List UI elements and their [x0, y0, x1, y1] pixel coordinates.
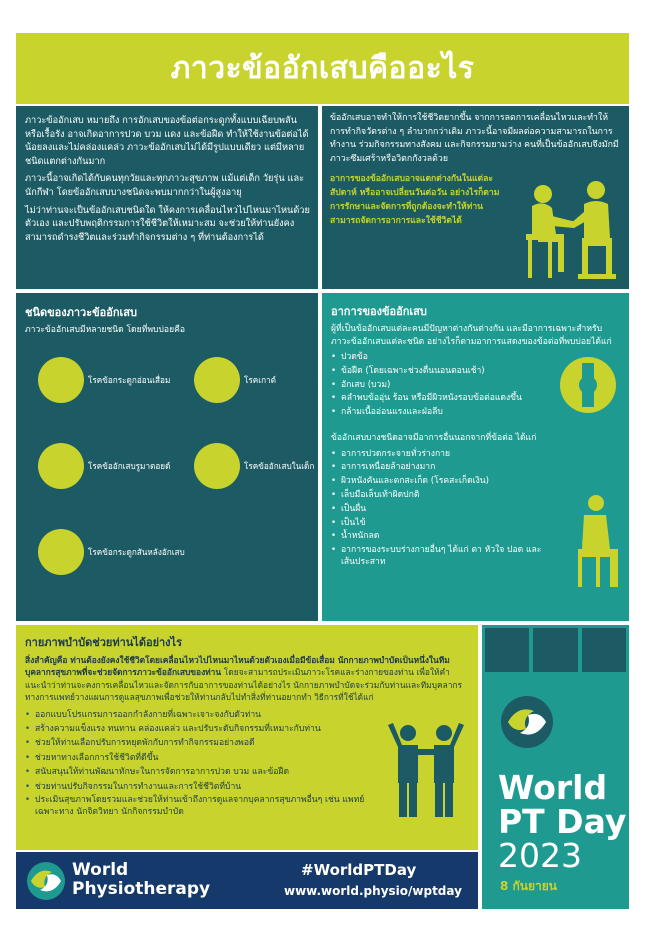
website-link[interactable]: www.world.physio/wptday: [284, 884, 462, 898]
footer-bar: [16, 852, 478, 909]
other-symptoms-intro: ข้ออักเสบบางชนิดอาจมีอาการอื่นนอกจากที่ข้อต่อ ได้แก่: [331, 432, 537, 443]
list-item: • เล็บมือเล็บเท้าผิดปกติ: [331, 489, 551, 503]
intro-paragraph-2: ภาวะนี้อาจเกิดได้กับคนทุกวัยและทุกภาวะสุขภาพ แม้แต่เด็ก วัยรุ่น และนักกีฬา โดยข้ออักเสบบางชนิดจะพบมากกว่าในผู้สูงอายุ: [25, 173, 305, 198]
brand-pt-day: PT Day: [498, 802, 627, 841]
page-title: ภาวะข้ออักเสบคืออะไร: [170, 51, 475, 86]
list-item: • เป็นไข้: [331, 517, 551, 531]
world-physiotherapy-logo-icon: [26, 861, 66, 901]
list-item: • ผิวหนังคันและตกสะเก็ด (โรคสะเก็ดเงิน): [331, 475, 551, 489]
brand-year: 2023: [498, 836, 582, 875]
intro-paragraph-3: ไม่ว่าท่านจะเป็นข้ออักเสบชนิดใด ให้คงการเคลื่อนไหวไปไหนมาไหนด้วยตัวเอง และปรับพฤติกรรมการใช้ชีวิตให้เหมาะสม จะช่วยให้ท่านยังคงสามารถดำรงชีวิตและร่วมทำกิจกรรมต่าง ๆ ที่ท่านต้องการได้: [25, 204, 310, 243]
list-item: • กล้ามเนื้ออ่อนแรงและฝ่อลีบ: [331, 406, 551, 420]
condition-gout: [194, 357, 276, 403]
list-item: • ปวดข้อ: [331, 351, 551, 365]
condition-spondylitis: [38, 529, 185, 575]
intro-panel: [16, 106, 318, 289]
knee-joint-icon: [194, 443, 240, 489]
spine-icon: [38, 529, 84, 575]
list-item: • ช่วยท่านปรับกิจกรรมในการทำงานและการใช้ชีวิตที่บ้าน: [25, 780, 365, 794]
list-item: • เป็นผื่น: [331, 503, 551, 517]
seated-person-icon: [570, 493, 622, 591]
foot-icon: [194, 357, 240, 403]
other-symptom-list: [331, 448, 551, 569]
intro-paragraph-1: ภาวะข้ออักเสบ หมายถึง การอักเสบของข้อต่อกระดูกทั้งแบบเฉียบพลันหรือเรื้อรัง อาจเกิดอาการปวด บวม แดง และข้อฝืด ทำให้ใช้งานข้อต่อได้น้อยลงและไม่คล่องแคล่ว ภาวะข้ออักเสบไม่ได้มีรูปแบบเดียว แต่มีหลายชนิดแตกต่างกันมาก: [25, 115, 309, 167]
impact-text: ข้ออักเสบอาจทำให้การใช้ชีวิตยากขึ้น จากการลดการเคลื่อนไหวและทำให้การทำกิจวัตรต่าง ๆ ลำบากกว่าเดิม ภาวะนี้อาจมีผลต่อความสามารถในการทำงาน ร่วมกิจกรรมทางสังคม และกิจกรรมยามว่าง คนที่เป็นข้ออักเสบจึงมักมีภาวะซึมเศร้าหรือวิตกกังวลด้วย: [330, 113, 619, 164]
list-item: • สนับสนุนให้ท่านพัฒนาทักษะในการจัดการอาการปวด บวม และข้อฝืด: [25, 765, 365, 779]
hand-bone-icon: [582, 628, 626, 672]
list-item: • อาการปวดกระจายทั่วร่างกาย: [331, 448, 551, 462]
physio-method-list: [25, 708, 365, 818]
list-item: • คลำพบข้ออุ่น ร้อน หรือมีผิวหนังรอบข้อต่อแดงขึ้น: [331, 392, 551, 406]
brand-date: 8 กันยายน: [500, 879, 557, 893]
symptoms-panel: [322, 293, 629, 621]
impact-highlight: อาการของข้ออักเสบอาจแตกต่างกันในแต่ละสัปดาห์ หรืออาจเปลี่ยนวันต่อวัน อย่างไรก็ตามการรักษาและจัดการที่ถูกต้องจะทำให้ท่านสามารถจัดการอาการและใช้ชีวิตได้: [330, 174, 500, 227]
physio-intro-rest: โดยจะสามารถประเมินภาวะโรคและร่างกายของท่าน เพื่อให้คำแนะนำว่าท่านจะคงการเคลื่อนไหวและจัดการกับอาการของท่านได้อย่างไร นักกายภาพบำบัดจะร่วมกับท่านและทีมบุคลากรทางการแพทย์วางแผนการดูแลสุขภาพเพื่อช่วยให้ท่านกลับไปทำสิ่งที่ท่านอยากทำ วิธีการที่ใช้ได้แก่: [25, 667, 462, 703]
list-item: • ประเมินสุขภาพโดยรวมและช่วยให้ท่านเข้าถึงการดูแลจากบุคลากรสุขภาพอื่นๆ เช่น แพทย์เฉพาะทาง นักจิตวิทยา นักกิจกรรมบำบัด: [25, 794, 365, 818]
icon-strip: [482, 625, 629, 675]
condition-osteoarthritis: [38, 357, 170, 403]
knee-joint-icon: [485, 628, 529, 672]
list-item: • สร้างความแข็งแรง ทนทาน คล่องแคล่ว และปรับระดับกิจกรรมที่เหมาะกับท่าน: [25, 722, 365, 736]
list-item: • อาการของระบบร่างกายอื่นๆ ได้แก่ ตา หัวใจ ปอด และเส้นประสาท: [331, 544, 551, 568]
list-item: • อักเสบ (บวม): [331, 379, 551, 393]
list-item: • น้ำหนักลด: [331, 530, 551, 544]
list-item: • ช่วยให้ท่านเลือกปรับการหยุดพักกับการทำกิจกรรมอย่างพอดี: [25, 736, 365, 750]
types-panel: [16, 293, 318, 621]
celebrating-people-icon: [386, 719, 466, 821]
list-item: • ข้อฝืด (โดยเฉพาะช่วงตื่นนอนตอนเช้า): [331, 365, 551, 379]
condition-label: โรคข้ออักเสบในเด็ก: [244, 460, 315, 471]
condition-label: โรคข้อกระดูกอ่อนเสื่อม: [88, 374, 171, 385]
types-title: ชนิดของภาวะข้ออักเสบ: [25, 306, 137, 319]
hip-joint-icon: [38, 357, 84, 403]
physio-panel: [16, 625, 478, 850]
symptoms-intro: ผู้ที่เป็นข้ออักเสบแต่ละคนมีปัญหาต่างกันต่างกัน และมีอาการเฉพาะสำหรับภาวะข้ออักเสบแต่ละชนิด อย่างไรก็ตามอาการแสดงของข้อต่อที่พบบ่อยได้แก่: [331, 324, 612, 347]
list-item: • อาการเหนื่อยล้าอย่างมาก: [331, 461, 551, 475]
condition-label: โรคเกาต์: [244, 374, 276, 385]
hand-icon: [38, 443, 84, 489]
condition-label: โรคข้อกระดูกสันหลังอักเสบ: [88, 546, 185, 557]
physio-title: กายภาพบำบัดช่วยท่านได้อย่างไร: [25, 636, 182, 649]
brand-world: World: [498, 768, 608, 807]
world-pt-day-logo-icon: [500, 695, 554, 749]
hashtag: #WorldPTDay: [301, 861, 417, 879]
types-subtitle: ภาวะข้ออักเสบมีหลายชนิด โดยที่พบบ่อยคือ: [25, 325, 186, 335]
list-item: • ช่วยหาทางเลือกการใช้ชีวิตที่ดีขึ้น: [25, 751, 365, 765]
condition-label: โรคข้ออักเสบรูมาตอยด์: [88, 460, 171, 471]
condition-juvenile: [194, 443, 314, 489]
consultation-illustration: [518, 176, 622, 284]
org-name-line2: Physiotherapy: [72, 879, 211, 899]
brand-panel: [482, 625, 629, 909]
condition-rheumatoid: [38, 443, 170, 489]
joint-symptom-list: [331, 351, 551, 420]
title-banner: [16, 33, 629, 104]
symptoms-title: อาการของข้ออักเสบ: [331, 305, 427, 318]
org-name-line1: World: [72, 860, 129, 880]
impact-panel: [322, 106, 629, 289]
physio-intro-bold: สิ่งสำคัญคือ ท่านต้องยังคงใช้ชีวิตโดยเคลื่อนไหวไปไหนมาไหนด้วยตัวเองเมื่อมีข้อเสื่อม นักกายภาพบำบัดเป็นหนึ่งในทีมบุคลากรสุขภาพที่จะช่วยจัดการภาวะข้ออักเสบของท่าน: [25, 655, 450, 678]
joint-bone-icon: [533, 628, 577, 672]
physio-intro: [25, 654, 469, 704]
knee-pain-icon: [558, 355, 618, 415]
list-item: • ออกแบบโปรแกรมการออกกำลังกายที่เฉพาะเจาะจงกับตัวท่าน: [25, 708, 365, 722]
